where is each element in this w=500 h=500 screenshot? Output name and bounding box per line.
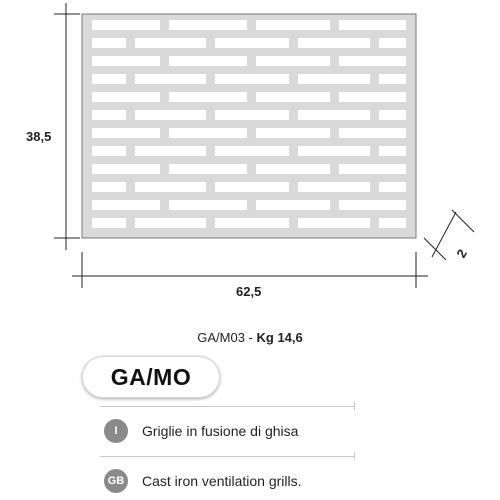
grill-slot [92, 92, 160, 102]
grill-slot [92, 74, 126, 84]
grill-slot [256, 56, 330, 66]
grill-slot [379, 74, 406, 84]
grill-slot [169, 200, 247, 210]
grill-slot [298, 110, 370, 120]
grill-slot [379, 146, 406, 156]
english-language-badge: GB [104, 469, 128, 493]
description-italian-text: Griglie in fusione di ghisa [142, 423, 299, 439]
grill-slot [92, 128, 160, 138]
grill-slot [135, 38, 206, 48]
product-code: GA/M03 [197, 330, 245, 345]
divider-english-tick [354, 452, 355, 460]
product-weight: Kg 14,6 [256, 330, 303, 345]
grill-slot [92, 218, 126, 228]
series-name: GA/MO [110, 363, 192, 390]
width-dimension [72, 252, 428, 288]
depth-label: 2 [453, 246, 470, 261]
grill-slot [215, 38, 289, 48]
grill-slot [298, 182, 370, 192]
divider-italian [100, 406, 355, 407]
grill-slot [256, 20, 330, 30]
grill-slot [135, 182, 206, 192]
grill-slot [339, 164, 406, 174]
grill-slot [379, 38, 406, 48]
italian-language-badge: I [104, 419, 128, 443]
grill-slot [379, 110, 406, 120]
grill-slot [256, 164, 330, 174]
grill-slot [169, 56, 247, 66]
grill-slot [135, 218, 206, 228]
grill-slot [92, 110, 126, 120]
height-label: 38,5 [26, 129, 52, 144]
grill-slot [135, 74, 206, 84]
grill-slot [169, 164, 247, 174]
grill-slot [339, 56, 406, 66]
grill-slot [92, 146, 126, 156]
grill-slot [92, 164, 160, 174]
grill-slot [256, 92, 330, 102]
description-italian [104, 416, 298, 446]
grill-slot [298, 74, 370, 84]
grill-slot [92, 200, 160, 210]
grill-slot [379, 218, 406, 228]
grill-slot [169, 20, 247, 30]
grill-slot [215, 146, 289, 156]
grill-slot [92, 38, 126, 48]
grill-slot [215, 74, 289, 84]
divider-english [100, 456, 355, 457]
description-english-text: Cast iron ventilation grills. [142, 473, 302, 489]
grill-slot [215, 182, 289, 192]
divider-italian-tick [354, 402, 355, 410]
grill-slot [256, 200, 330, 210]
grill-slot [135, 110, 206, 120]
grill-slot [215, 218, 289, 228]
height-dimension [54, 3, 80, 250]
grill-slot [92, 20, 160, 30]
grill-slot [215, 110, 289, 120]
grill-slot [339, 200, 406, 210]
code-separator: - [244, 330, 257, 345]
grill-body [82, 14, 416, 238]
grill-slot [339, 128, 406, 138]
grill-slot [339, 20, 406, 30]
grill-slot [339, 92, 406, 102]
grill-slot [256, 128, 330, 138]
grill-slot [135, 146, 206, 156]
series-badge [82, 356, 220, 398]
product-code-line [0, 330, 500, 345]
grill-slot [298, 38, 370, 48]
grill-slot [92, 56, 160, 66]
description-english [104, 466, 302, 496]
grill-slot [298, 146, 370, 156]
grill-slot [379, 182, 406, 192]
grill-slot [169, 128, 247, 138]
grill-slot [298, 218, 370, 228]
grill-slot [92, 182, 126, 192]
width-label: 62,5 [236, 284, 262, 299]
grill-slot [169, 92, 247, 102]
